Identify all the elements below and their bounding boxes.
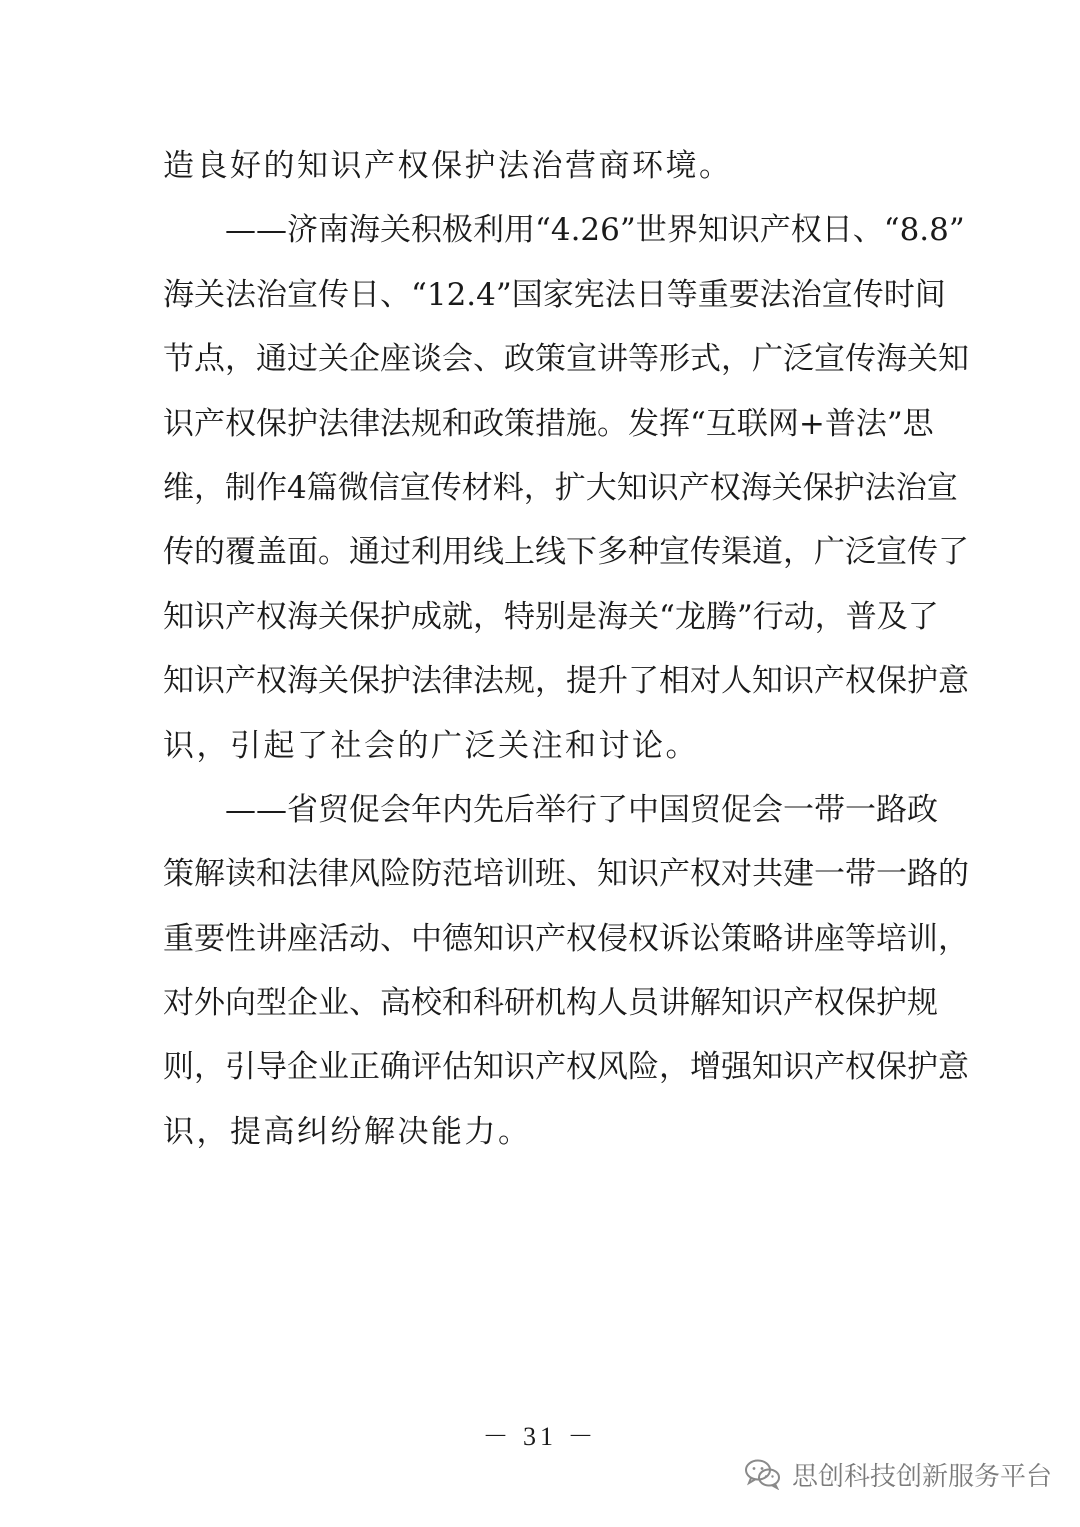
text-line: 维，制作4篇微信宣传材料，扩大知识产权海关保护法治宣 [163, 469, 958, 506]
text-line: 知识产权海关保护法律法规，提升了相对人知识产权保护意 [163, 663, 969, 700]
text-line: 知识产权海关保护成就，特别是海关“龙腾”行动，普及了 [163, 598, 939, 635]
watermark-text: 思创科技创新服务平台 [791, 1461, 1052, 1492]
wechat-icon [744, 1458, 782, 1490]
text-line: 识，提高纠纷解决能力。 [163, 1113, 532, 1150]
text-line: 造良好的知识产权保护法治营商环境。 [163, 148, 733, 184]
body-text [163, 146, 969, 1176]
page-number: － 31 － [482, 1422, 598, 1451]
text-line: 则，引导企业正确评估知识产权风险，增强知识产权保护意 [163, 1049, 969, 1086]
text-line: 识，引起了社会的广泛关注和讨论。 [163, 727, 699, 764]
text-line: 传的覆盖面。通过利用线上线下多种宣传渠道，广泛宣传了 [163, 534, 969, 571]
text-line: 海关法治宣传日、“12.4”国家宪法日等重要法治宣传时间 [163, 276, 946, 313]
text-line: 策解读和法律风险防范培训班、知识产权对共建一带一路的 [163, 856, 969, 893]
text-line: ——省贸促会年内先后举行了中国贸促会一带一路政 [163, 791, 938, 828]
text-line: 节点，通过关企座谈会、政策宣讲等形式，广泛宣传海关知 [163, 341, 969, 378]
watermark [744, 1456, 1052, 1492]
text-line: ——济南海关积极利用“4.26”世界知识产权日、“8.8” [163, 212, 965, 249]
text-line: 识产权保护法律法规和政策措施。发挥“互联网+普法”思 [163, 405, 934, 442]
text-line: 对外向型企业、高校和科研机构人员讲解知识产权保护规 [163, 985, 938, 1022]
text-line: 重要性讲座活动、中德知识产权侵权诉讼策略讲座等培训， [163, 920, 969, 957]
